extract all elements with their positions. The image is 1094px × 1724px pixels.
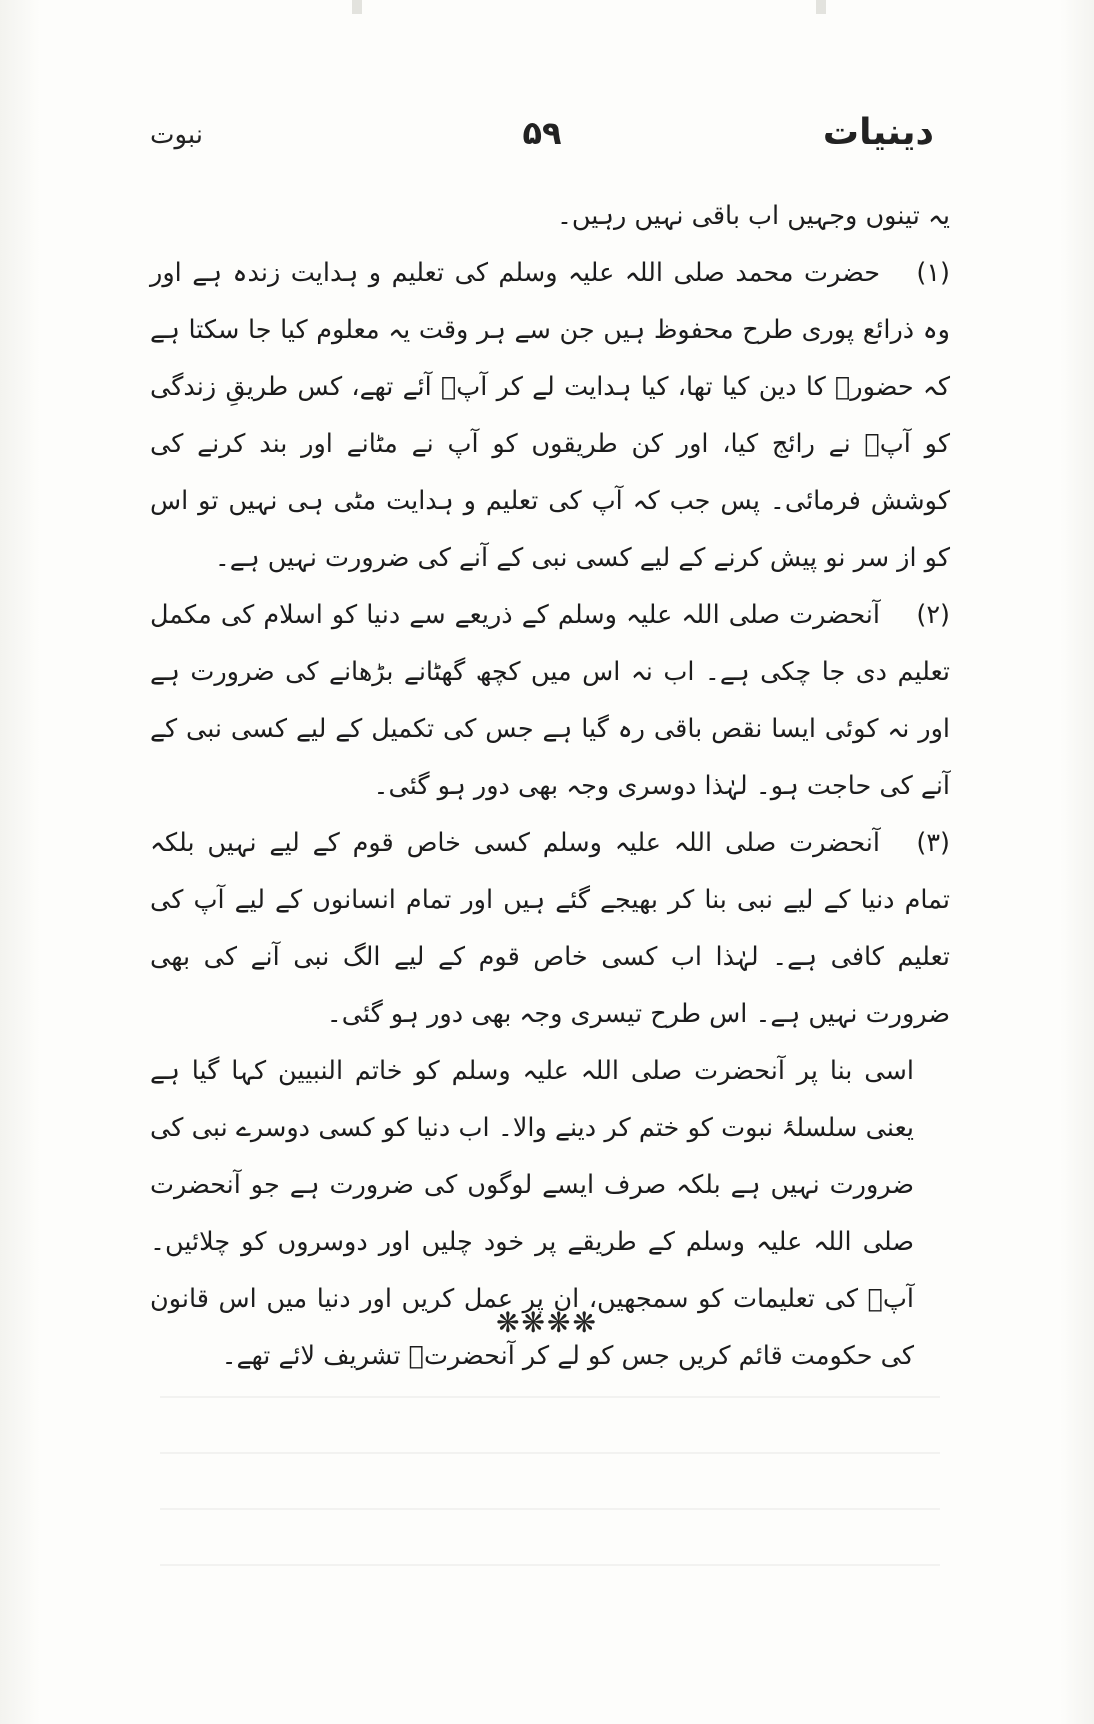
page-number: ۵۹	[522, 114, 562, 152]
item-text: آنحضرت صلی اللہ علیہ وسلم کسی خاص قوم کے لیے نہیں بلکہ تمام دنیا کے لیے نبی بنا کر بھیجے گئے ہیں اور تمام انسانوں کے لیے آپ کی تعلیم کافی ہے۔ لہٰذا اب کسی خاص قوم کے لیے الگ نبی آنے کی بھی ضرورت نہیں ہے۔ اس طرح تیسری وجہ بھی دور ہو گئی۔	[150, 828, 950, 1029]
bleed-through-line	[160, 1508, 940, 1510]
section-end-ornament: ❋❋❋❋	[496, 1306, 598, 1339]
bleed-through-line	[160, 1452, 940, 1454]
page-edge-mark	[816, 0, 826, 14]
item-number: (۳)	[916, 828, 950, 858]
intro-paragraph	[150, 188, 950, 245]
item-number: (۲)	[916, 600, 950, 630]
numbered-paragraph-1	[150, 245, 950, 587]
page-edge-mark	[352, 0, 362, 14]
item-text: آنحضرت صلی اللہ علیہ وسلم کے ذریعے سے دنیا کو اسلام کی مکمل تعلیم دی جا چکی ہے۔ اب نہ اس میں کچھ گھٹانے بڑھانے کی ضرورت ہے اور نہ کوئی ایسا نقص باقی رہ گیا ہے جس کی تکمیل کے لیے کسی نبی کے آنے کی حاجت ہو۔ لہٰذا دوسری وجہ بھی دور ہو گئی۔	[150, 600, 950, 801]
item-number: (۱)	[916, 258, 950, 288]
chapter-title: نبوت	[150, 120, 203, 150]
numbered-paragraph-3	[150, 815, 950, 1043]
conclusion-text: اسی بنا پر آنحضرت صلی اللہ علیہ وسلم کو خاتم النبیین کہا گیا ہے یعنی سلسلۂ نبوت کو ختم کر دینے والا۔ اب دنیا کو کسی دوسرے نبی کی ضرورت نہیں ہے بلکہ صرف ایسے لوگوں کی ضرورت ہے جو آنحضرت صلی اللہ علیہ وسلم کے طریقے پر خود چلیں اور دوسروں کو چلائیں۔ آپؐ کی تعلیمات کو سمجھیں، ان پر عمل کریں اور دنیا میں اس قانون کی حکومت قائم کریں جس کو لے کر آنحضرتؐ تشریف لائے تھے۔	[150, 1056, 914, 1371]
bleed-through-line	[160, 1564, 940, 1566]
bleed-through-line	[160, 1396, 940, 1398]
page-body	[150, 188, 950, 1385]
intro-text: یہ تینوں وجہیں اب باقی نہیں رہیں۔	[556, 201, 950, 231]
numbered-paragraph-2	[150, 587, 950, 815]
book-title: دینیات	[822, 112, 934, 153]
page-header	[150, 112, 934, 162]
item-text: حضرت محمد صلی اللہ علیہ وسلم کی تعلیم و ہدایت زندہ ہے اور وہ ذرائع پوری طرح محفوظ ہیں جن سے ہر وقت یہ معلوم کیا جا سکتا ہے کہ حضورؐ کا دین کیا تھا، کیا ہدایت لے کر آپؐ آئے تھے، کس طریقِ زندگی کو آپؐ نے رائج کیا، اور کن طریقوں کو آپ نے مٹانے اور بند کرنے کی کوشش فرمائی۔ پس جب کہ آپ کی تعلیم و ہدایت مٹی ہی نہیں تو اس کو از سر نو پیش کرنے کے لیے کسی نبی کے آنے کی ضرورت نہیں ہے۔	[150, 258, 950, 573]
